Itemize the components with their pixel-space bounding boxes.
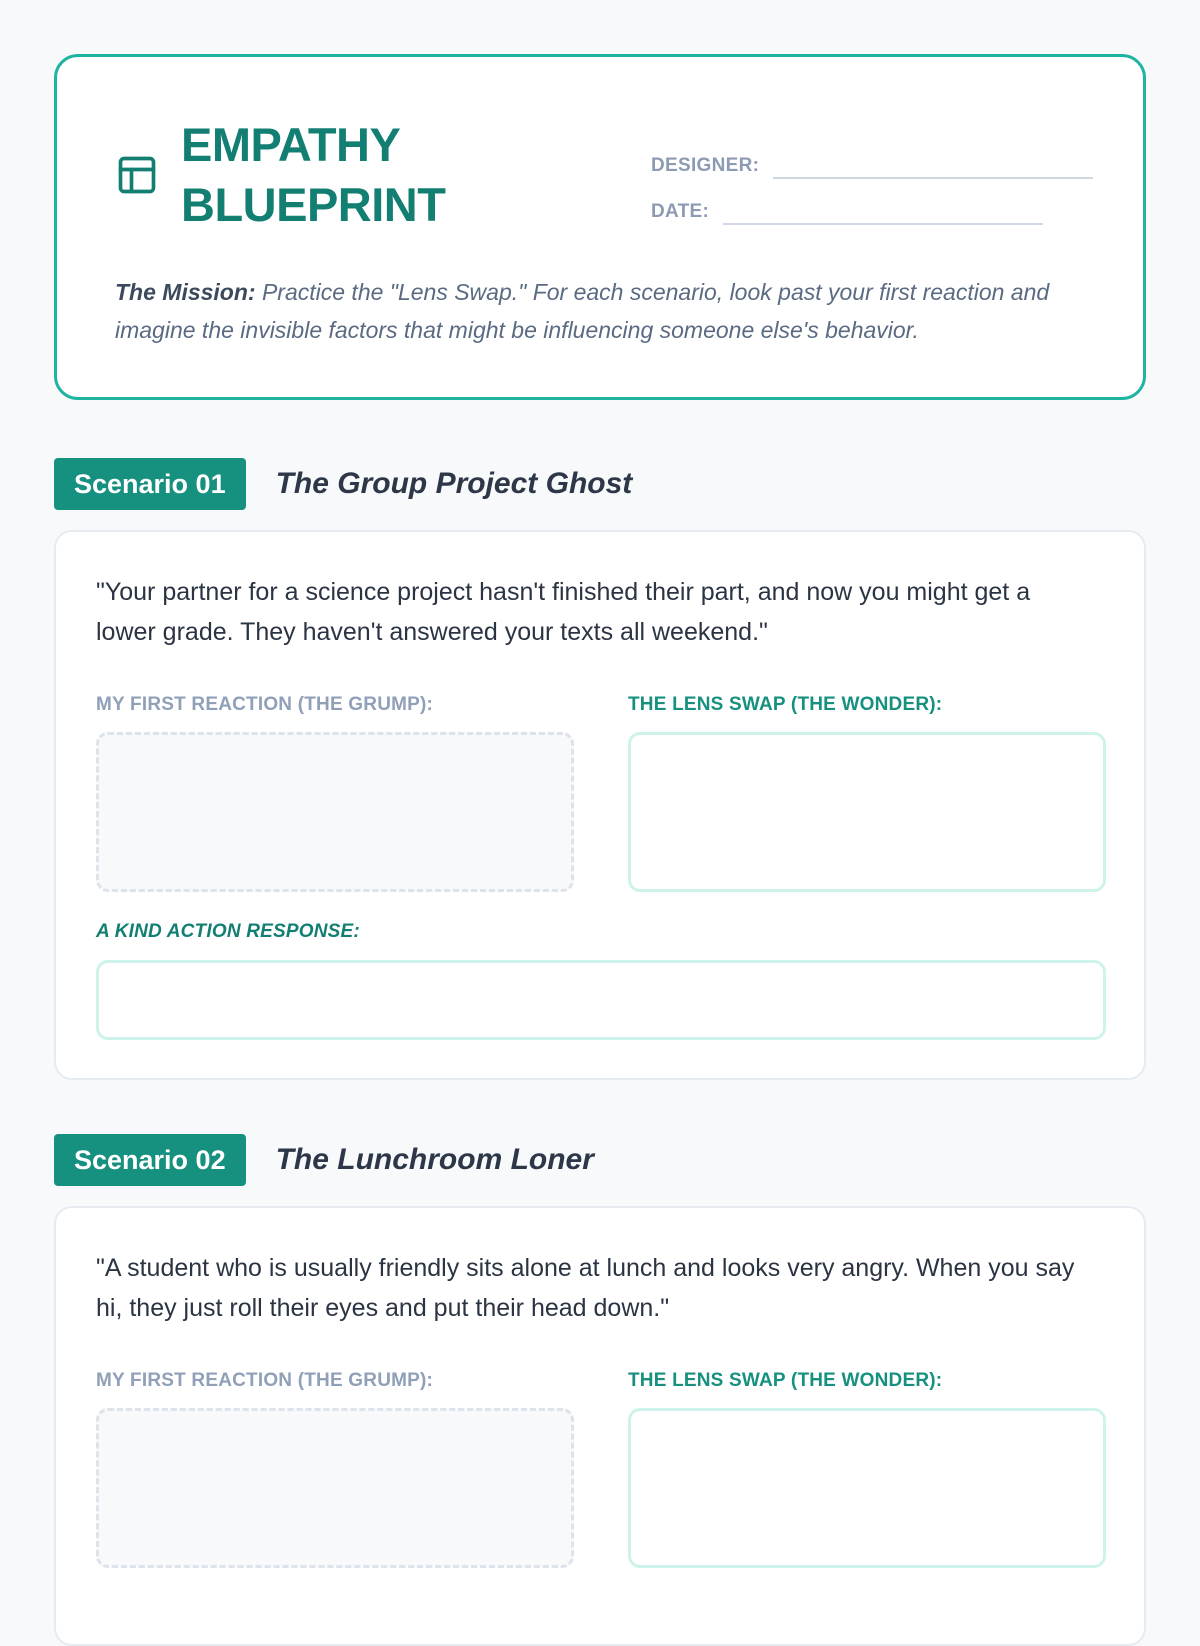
- scenario-title: The Group Project Ghost: [275, 467, 633, 500]
- mission-text: [115, 273, 1105, 349]
- date-label: DATE:: [651, 201, 710, 222]
- scenario-badge: Scenario 02: [54, 1134, 246, 1186]
- scenario-title: The Lunchroom Loner: [275, 1143, 594, 1176]
- grump-response-box[interactable]: [96, 1408, 574, 1568]
- wonder-label: THE LENS SWAP (THE WONDER):: [628, 1370, 943, 1391]
- wonder-label: THE LENS SWAP (THE WONDER):: [628, 694, 943, 715]
- mission-label: The Mission:: [115, 279, 256, 305]
- grump-response-box[interactable]: [96, 732, 574, 892]
- grump-label: MY FIRST REACTION (THE GRUMP):: [96, 694, 434, 715]
- scenario-prompt: "A student who is usually friendly sits alone at lunch and looks very angry. When you say hi, they just roll their eyes and put their head down.": [96, 1254, 1075, 1322]
- title-line-1: EMPATHY: [181, 118, 401, 171]
- header-card: [54, 54, 1146, 400]
- grump-label: MY FIRST REACTION (THE GRUMP):: [96, 1370, 434, 1391]
- page-title: [181, 115, 445, 235]
- kind-action-box[interactable]: [96, 960, 1106, 1040]
- designer-row: [651, 133, 1093, 179]
- scenario-02-card: [54, 1206, 1146, 1646]
- scenario-badge: Scenario 01: [54, 458, 246, 510]
- wonder-response-box[interactable]: [628, 732, 1106, 892]
- date-row: [651, 179, 1093, 225]
- date-field[interactable]: [723, 203, 1043, 225]
- scenario-02-header: [54, 1134, 594, 1186]
- scenario-01-header: [54, 458, 632, 510]
- meta-fields: [651, 133, 1093, 225]
- kind-action-label: A KIND ACTION RESPONSE:: [96, 921, 360, 942]
- scenario-01-card: [54, 530, 1146, 1080]
- title-block: [115, 115, 445, 235]
- designer-field[interactable]: [773, 157, 1093, 179]
- designer-label: DESIGNER:: [651, 155, 760, 176]
- mission-body: Practice the "Lens Swap." For each scenario, look past your first reaction and imagine the invisible factors that might be influencing someone else's behavior.: [115, 279, 1050, 343]
- scenario-prompt: "Your partner for a science project hasn't finished their part, and now you might get a lower grade. They haven't answered your texts all weekend.": [96, 578, 1031, 646]
- layout-icon: [115, 153, 159, 197]
- title-line-2: BLUEPRINT: [181, 178, 446, 231]
- wonder-response-box[interactable]: [628, 1408, 1106, 1568]
